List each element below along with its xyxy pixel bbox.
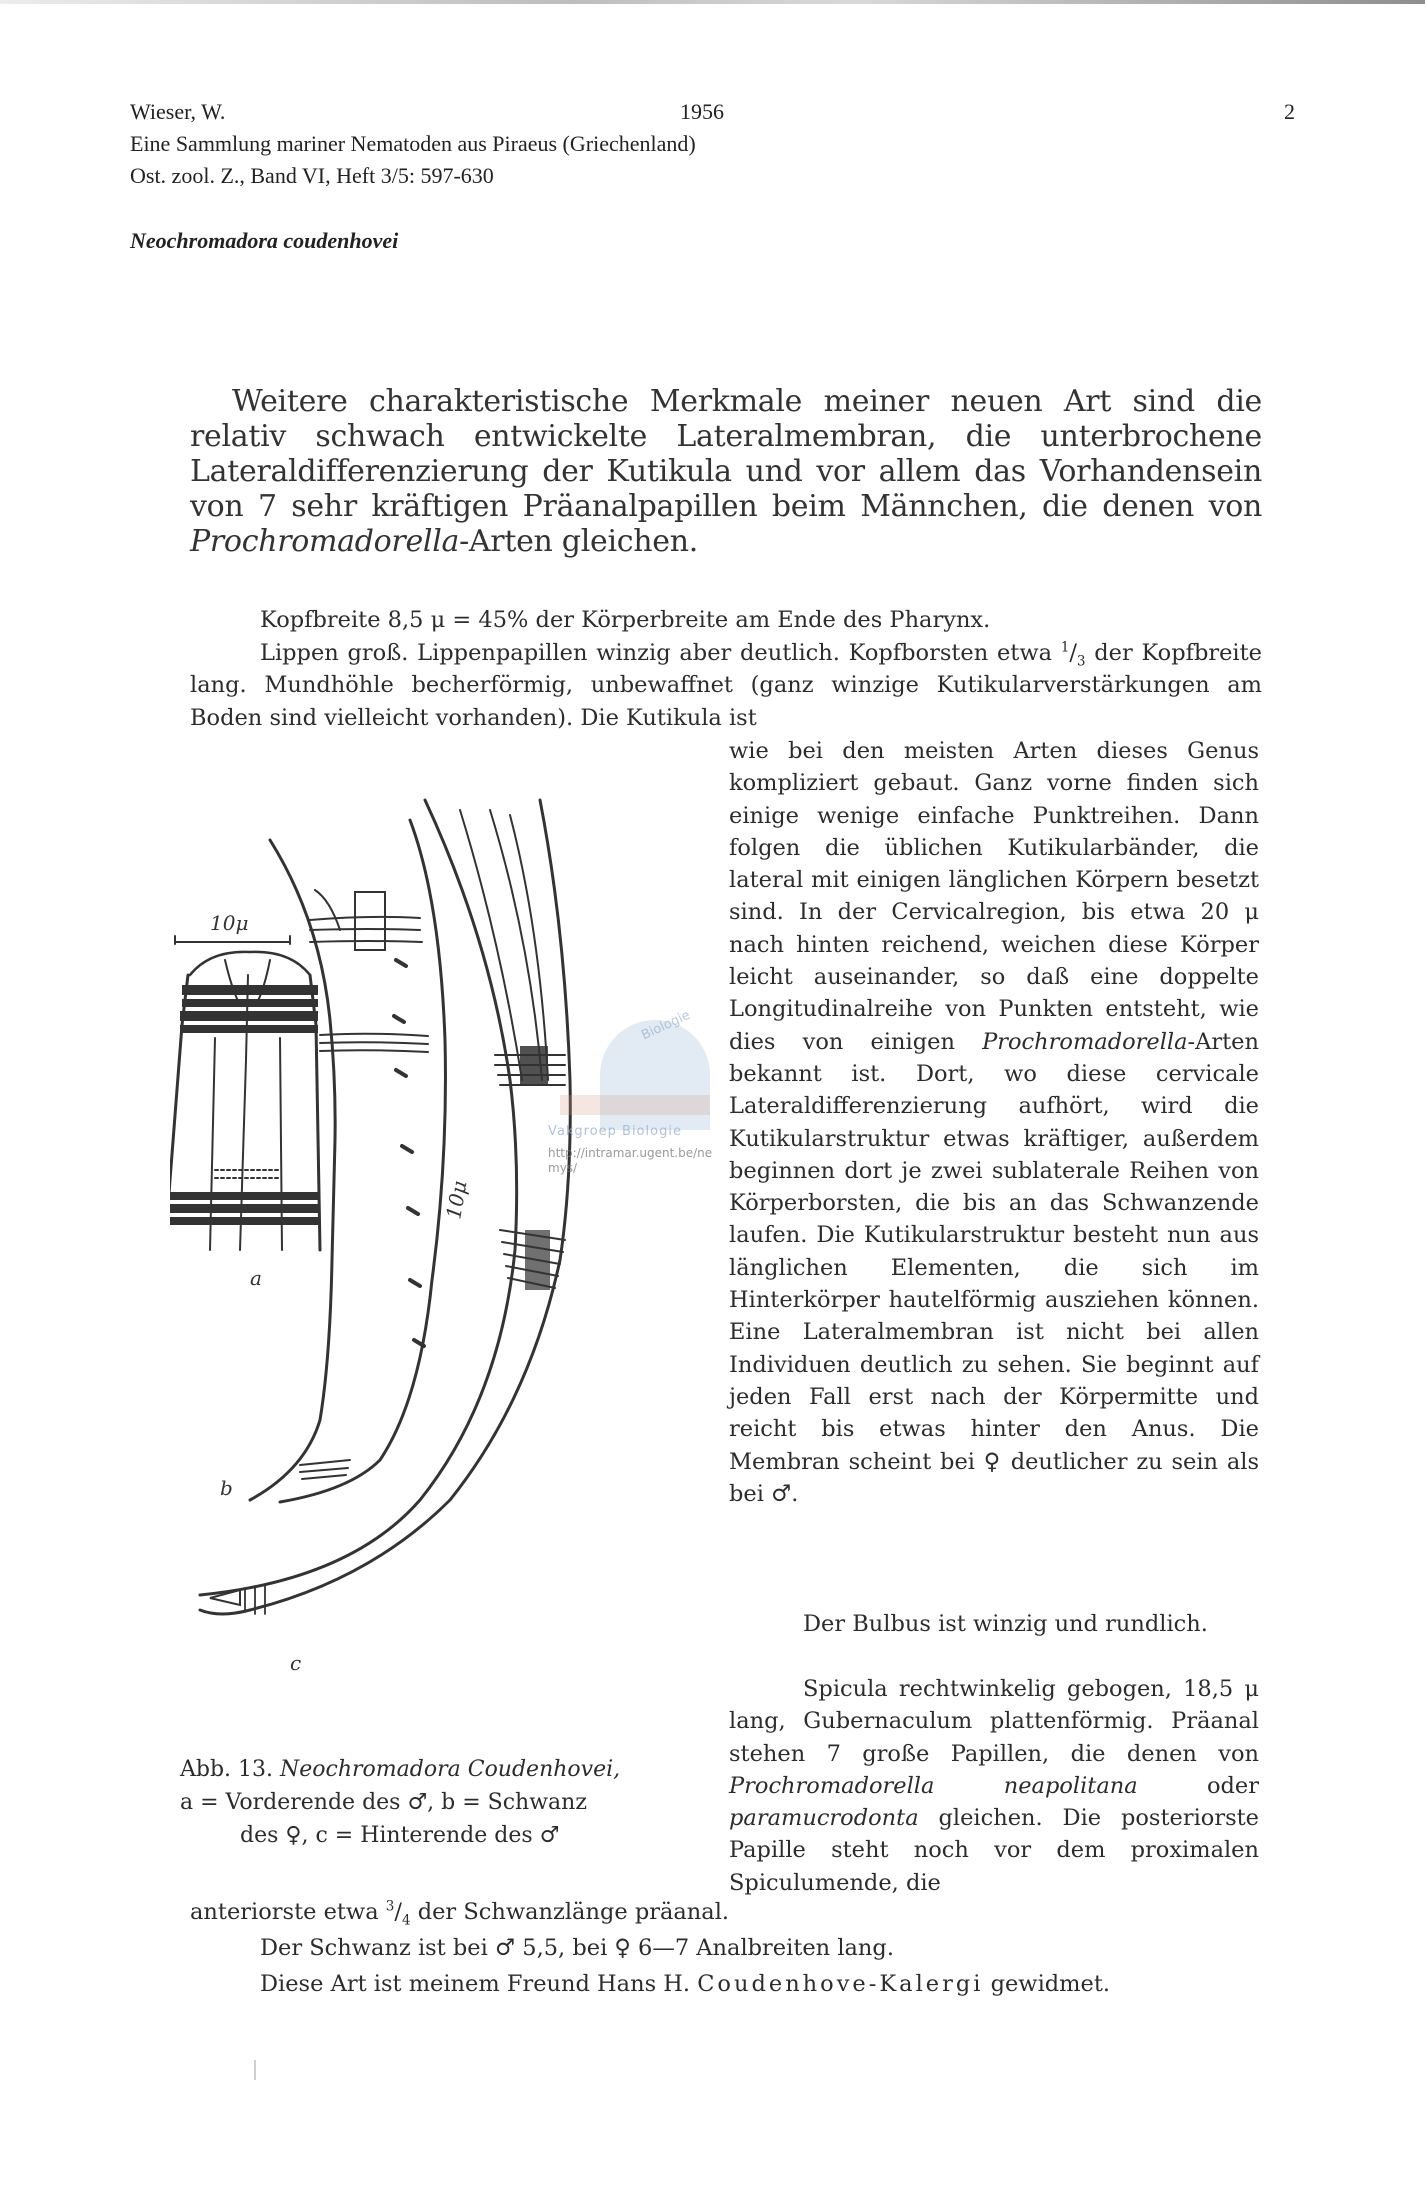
watermark-url: http://intramar.ugent.be/nemys/ — [548, 1146, 713, 1175]
lead-text-end: -Arten gleichen. — [459, 524, 698, 559]
bulbus-text: Der Bulbus ist winzig und rundlich. — [803, 1611, 1208, 1637]
kopfbreite-text: Kopfbreite 8,5 μ = 45% der Körperbreite am Ende des Pharynx. — [260, 607, 991, 633]
spicula-text-end: gleichen. Die posteriorste Papille steht noch vor dem proximalen Spiculumende, die — [729, 1805, 1259, 1896]
fraction-numerator: 1 — [1060, 639, 1070, 656]
figure-label-a: a — [250, 1266, 262, 1290]
kutikula-text-end: -Arten bekannt ist. Dort, wo diese cervicale Lateraldifferenzierung aufhört, wird die Kutikularstruktur etwas kräftiger, außerdem beginnen dort je zwei sublaterale Reihen von Körperborsten, die bis an das Schwanzende laufen. Die Kutikularstruktur besteht nun aus länglichen Elementen, die sich im Hinterkörper hautelförmig ausziehen können. Eine Lateralmembran ist nicht bei allen Individuen deutlich zu sehen. Sie beginnt auf jeden Fall erst nach der Körpermitte und reicht bis etwas hinter den Anus. Die Membran scheint bei ♀ deutlicher zu sein als bei ♂. — [729, 1028, 1259, 1507]
watermark-arc-text: Biologie — [639, 1007, 693, 1044]
scale-bar-label-a: 10μ — [210, 911, 249, 935]
anteriorste-text: anteriorste etwa — [190, 1899, 386, 1925]
figure-part-a — [170, 936, 320, 1250]
species-heading: Neochromadora coudenhovei — [130, 228, 399, 253]
watermark-org: Vakgroep Biologie — [548, 1124, 682, 1139]
kutikula-text: wie bei den meisten Arten dieses Genus kompliziert gebaut. Ganz vorne finden sich einige wenige einfache Punktreihen. Dann folgen die üblichen Kutikularbänder, die lateral mit einigen länglichen Körpern besetzt sind. In der Cervicalregion, bis etwa 20 μ nach hinten reichend, weichen diese Körper leicht auseinander, so daß eine doppelte Longitudinalreihe von Punkten entsteht, wie dies von einigen — [729, 738, 1259, 1055]
lead-paragraph — [190, 384, 1262, 559]
page-number: 2 — [1284, 99, 1295, 124]
paragraph-schwanz — [190, 1932, 1262, 1964]
paragraph-anteriorste: anteriorste etwa $^3/_4$ der Schwanzlänge präanal. — [190, 1898, 730, 1929]
lead-genus: Prochromadorella — [190, 524, 460, 559]
dedicatee-name: Coudenhove-Kalergi — [697, 1971, 984, 1997]
spicula-species-1: Prochromadorella neapolitana — [729, 1772, 1138, 1799]
watermark-logo-band — [560, 1095, 710, 1115]
scan-top-edge — [0, 0, 1425, 4]
caption-species: Neochromadora Coudenhovei, — [280, 1757, 621, 1782]
header-author: Wieser, W. — [130, 99, 226, 124]
caption-line-3: des ♀, c = Hinterende des ♂ — [240, 1823, 560, 1848]
paragraph-kutikula-column — [729, 735, 1259, 1510]
header-year: 1956 — [680, 99, 724, 124]
paragraph-lippen: Lippen groß. Lippenpapillen winzig aber deutlich. Kopfborsten etwa $^1/_3$ der Kopfbreite lang. Mundhöhle becherförmig, unbewaffnet (ganz winzige Kutikularverstärkungen am Boden sind vielleicht vorhanden). Die Kutikula ist — [190, 639, 1262, 731]
paragraph-spicula — [729, 1673, 1259, 1899]
fraction-denominator: 3 — [1076, 653, 1086, 670]
caption-prefix: Abb. 13. — [180, 1757, 281, 1782]
caption-line-2: a = Vorderende des ♂, b = Schwanz — [180, 1790, 587, 1815]
header-citation: Ost. zool. Z., Band VI, Heft 3/5: 597-630 — [130, 163, 494, 188]
figure-part-b — [250, 820, 445, 1502]
schwanz-text: Der Schwanz ist bei ♂ 5,5, bei ♀ 6—7 Analbreiten lang. — [260, 1935, 894, 1961]
header-title: Eine Sammlung mariner Nematoden aus Piraeus (Griechenland) — [130, 131, 696, 156]
lippen-text: Lippen groß. Lippenpapillen winzig aber deutlich. Kopfborsten etwa — [260, 640, 1061, 666]
figure-13-nematode-drawing — [170, 780, 730, 1740]
caption-line-1 — [180, 1753, 716, 1786]
lippen-text-end: der Kopfbreite lang. Mundhöhle becherförmig, unbewaffnet (ganz winzige Kutikularverstärkungen am Boden sind vielleicht vorhanden). Die Kutikula ist — [190, 640, 1262, 731]
kutikula-genus: Prochromadorella — [982, 1028, 1188, 1055]
fraction-denominator: 4 — [401, 1912, 411, 1929]
paragraph-bulbus — [729, 1608, 1259, 1640]
spicula-text: Spicula rechtwinkelig gebogen, 18,5 μ lang, Gubernaculum plattenförmig. Präanal stehen 7 große Papillen, die denen von — [729, 1676, 1259, 1767]
fraction-numerator: 3 — [385, 1898, 395, 1915]
scan-artifact — [254, 2060, 256, 2080]
lead-text: Weitere charakteristische Merkmale meiner neuen Art sind die relativ schwach entwickelte Lateralmembran, die unterbrochene Lateraldifferenzierung der Kutikula und vor allem das Vorhandensein von 7 sehr kräftigen Präanalpapillen beim Männchen, die denen von — [190, 384, 1262, 524]
widmung-text: Diese Art ist meinem Freund Hans H. — [260, 1971, 698, 1997]
widmung-text-end: gewidmet. — [983, 1971, 1111, 1997]
figure-caption — [180, 1753, 716, 1852]
scale-bar-label-c: 10μ — [441, 1178, 472, 1221]
anteriorste-text-end: der Schwanzlänge präanal. — [410, 1899, 730, 1925]
figure-label-b: b — [220, 1476, 233, 1500]
spicula-species-2: paramucrodonta — [729, 1805, 919, 1832]
spicula-text-mid: oder — [1137, 1772, 1259, 1799]
figure-label-c: c — [290, 1651, 302, 1675]
paragraph-kopfbreite — [190, 604, 1262, 636]
paragraph-widmung — [190, 1968, 1262, 2000]
